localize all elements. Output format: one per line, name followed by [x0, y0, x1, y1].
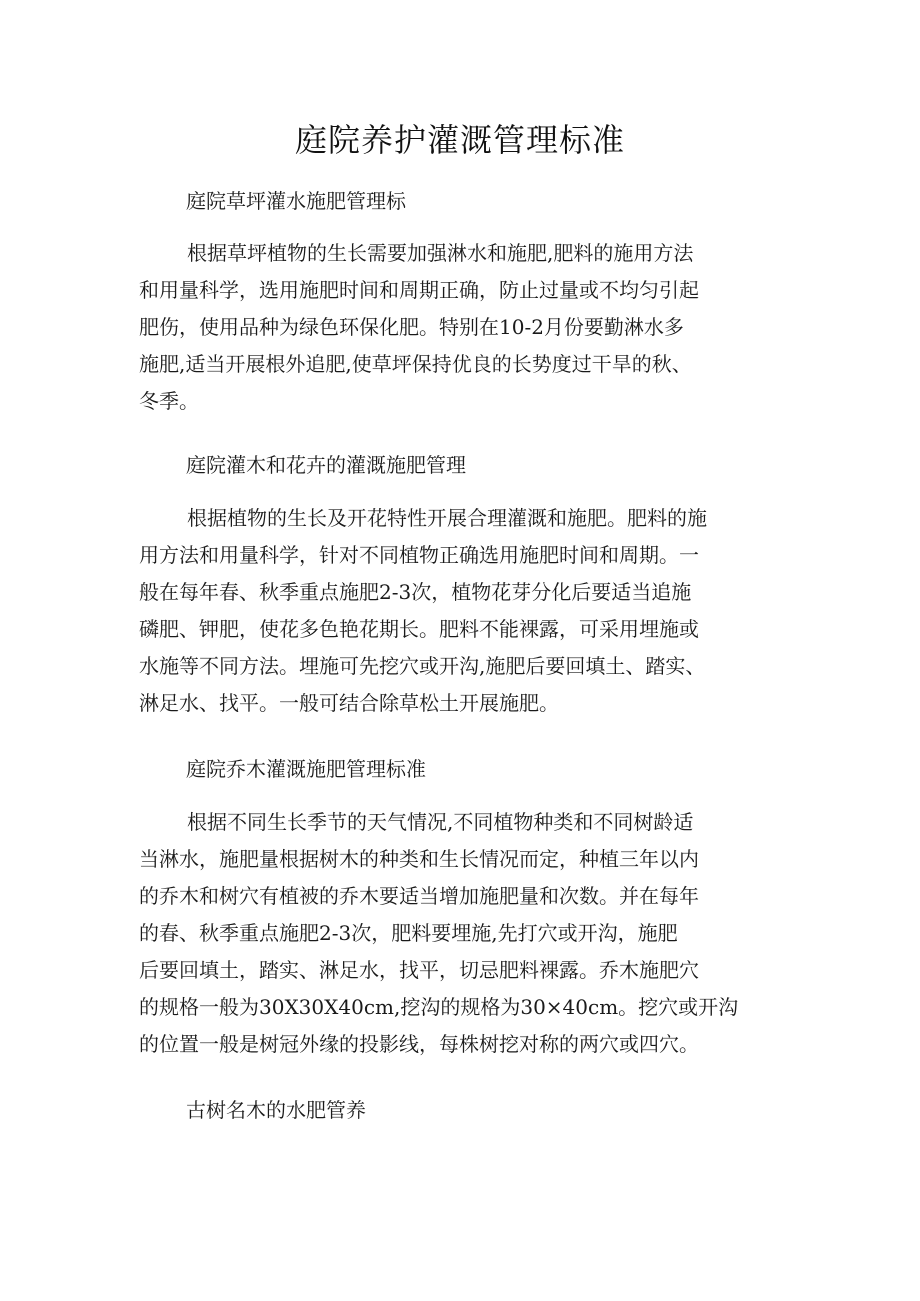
paragraph-line: 肥伤，使用品种为绿色环保化肥。特别在10-2月份要勤淋水多: [139, 315, 684, 339]
paragraph-line: 和用量科学，选用施肥时间和周期正确，防止过量或不均匀引起: [139, 278, 699, 302]
section-heading-ancient-trees: 古树名木的水肥管养: [186, 1098, 366, 1122]
section-heading-lawn: 庭院草坪灌水施肥管理标: [186, 189, 406, 213]
paragraph-line: 的位置一般是树冠外缘的投影线，每株树挖对称的两穴或四穴。: [139, 1032, 699, 1056]
paragraph-line: 的春、秋季重点施肥2-3次，肥料要埋施,先打穴或开沟，施肥: [139, 921, 678, 945]
paragraph-line: 后要回填土，踏实、淋足水，找平，切忌肥料裸露。乔木施肥穴: [139, 958, 699, 982]
paragraph-line: 根据草坪植物的生长需要加强淋水和施肥,肥料的施用方法: [187, 241, 694, 265]
paragraph-shrubs: [139, 500, 799, 722]
paragraph-line: 的规格一般为30X30X40cm,挖沟的规格为30×40cm。挖穴或开沟: [139, 995, 739, 1019]
paragraph-line: 淋足水、找平。一般可结合除草松土开展施肥。: [139, 691, 559, 715]
paragraph-line: 的乔木和树穴有植被的乔木要适当增加施肥量和次数。并在每年: [139, 884, 699, 908]
paragraph-line: 冬季。: [139, 389, 199, 413]
paragraph-lawn: [139, 235, 799, 420]
paragraph-line: 施肥,适当开展根外追肥,使草坪保持优良的长势度过干旱的秋、: [139, 352, 692, 376]
paragraph-trees: [139, 804, 799, 1063]
section-heading-trees: 庭院乔木灌溉施肥管理标准: [186, 757, 426, 781]
paragraph-line: 用方法和用量科学，针对不同植物正确选用施肥时间和周期。一: [139, 543, 699, 567]
paragraph-line: 根据不同生长季节的天气情况,不同植物种类和不同树龄适: [187, 810, 694, 834]
section-heading-shrubs: 庭院灌木和花卉的灌溉施肥管理: [186, 453, 466, 477]
paragraph-line: 磷肥、钾肥，使花多色艳花期长。肥料不能裸露，可采用埋施或: [139, 617, 699, 641]
paragraph-line: 根据植物的生长及开花特性开展合理灌溉和施肥。肥料的施: [187, 506, 707, 530]
paragraph-line: 般在每年春、秋季重点施肥2-3次，植物花芽分化后要适当追施: [139, 580, 692, 604]
paragraph-line: 当淋水，施肥量根据树木的种类和生长情况而定，种植三年以内: [139, 847, 699, 871]
document-title: 庭院养护灌溉管理标准: [294, 121, 625, 159]
paragraph-line: 水施等不同方法。埋施可先挖穴或开沟,施肥后要回填土、踏实、: [139, 654, 706, 678]
